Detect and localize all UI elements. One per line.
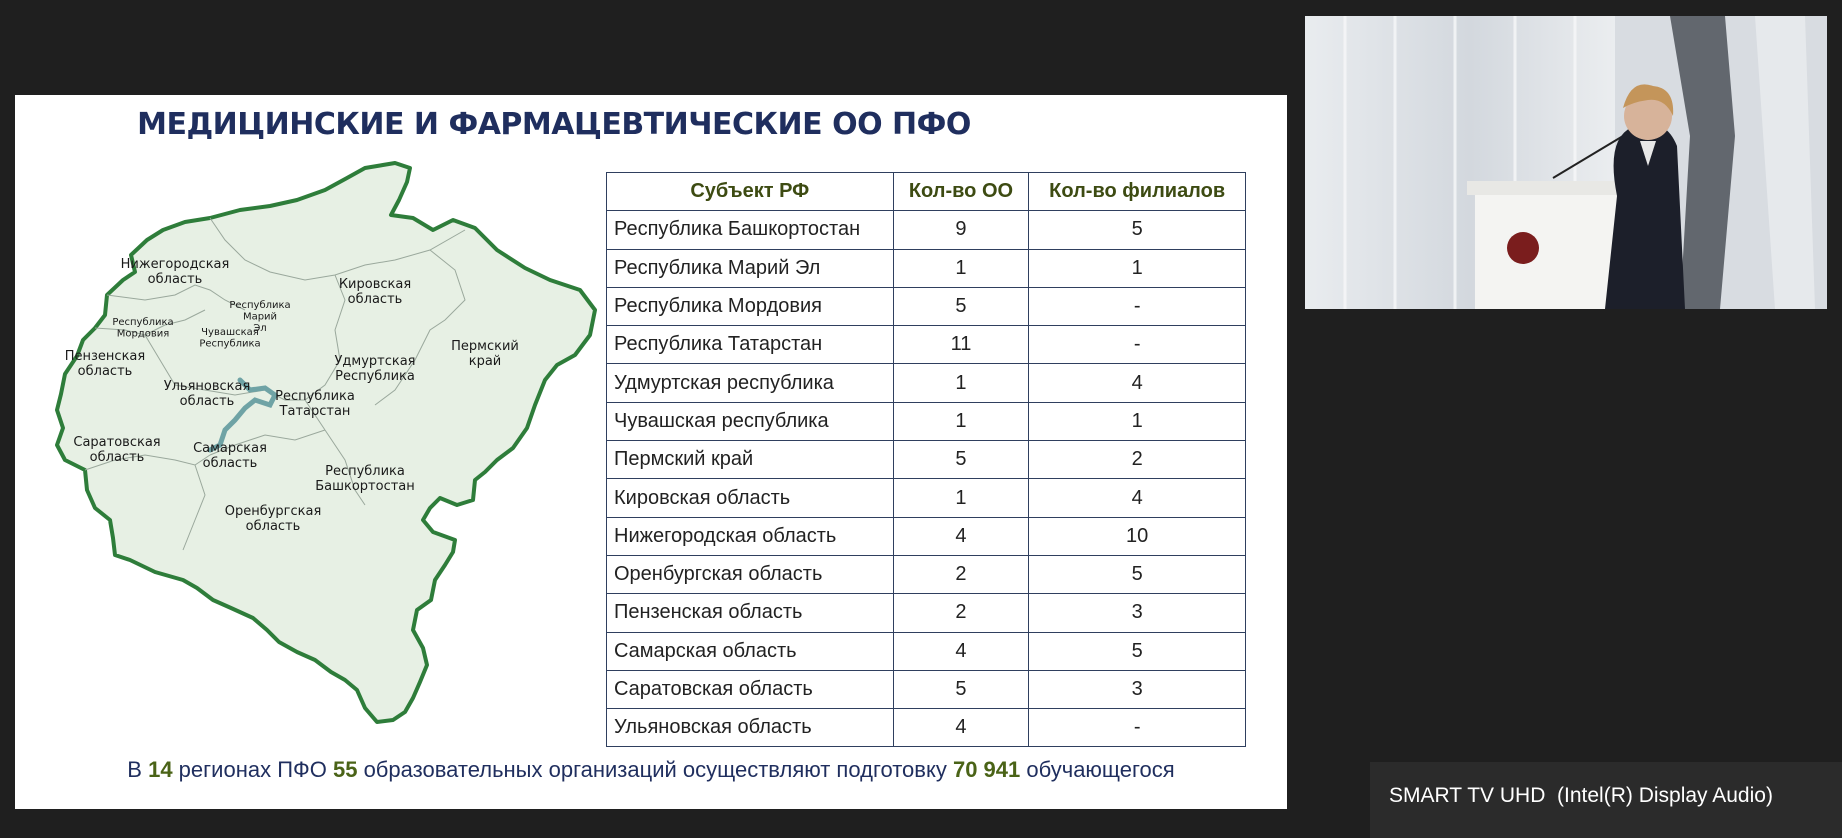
speaker-video-tile[interactable] <box>1305 16 1827 309</box>
region-name: Республика Мордовия <box>607 287 894 325</box>
oo-count: 5 <box>893 670 1029 708</box>
label-saratovskaya: Саратовская область <box>73 435 161 465</box>
table-row <box>607 364 1246 402</box>
regions-table <box>606 172 1246 747</box>
label-ulyanovskaya: Ульяновская область <box>163 379 251 409</box>
region-name: Нижегородская область <box>607 517 894 555</box>
branches-count: - <box>1029 709 1246 747</box>
table-row <box>607 517 1246 555</box>
table-header-row <box>607 173 1246 211</box>
header-subject: Субъект РФ <box>607 173 894 211</box>
branches-count: 4 <box>1029 479 1246 517</box>
header-branches-count: Кол-во филиалов <box>1029 173 1246 211</box>
oo-count: 1 <box>893 364 1029 402</box>
organizations-count: 55 <box>332 757 358 782</box>
audio-device-panel[interactable] <box>1370 762 1842 838</box>
table-row <box>607 441 1246 479</box>
region-name: Пензенская область <box>607 594 894 632</box>
oo-count: 5 <box>893 441 1029 479</box>
label-permskiy: Пермский край <box>451 339 519 369</box>
table-row <box>607 594 1246 632</box>
branches-count: 3 <box>1029 594 1246 632</box>
table-row <box>607 632 1246 670</box>
table-row <box>607 479 1246 517</box>
header-oo-count: Кол-во ОО <box>893 173 1029 211</box>
students-count: 70 941 <box>952 757 1021 782</box>
oo-count: 4 <box>893 709 1029 747</box>
label-kirovskaya: Кировская область <box>338 277 412 307</box>
table-row <box>607 287 1246 325</box>
label-bashkortostan: Республика Башкортостан <box>315 464 415 494</box>
label-mordoviya: Республика Мордовия <box>112 317 174 340</box>
summary-part: образовательных организаций осуществляют подготовку <box>357 757 953 782</box>
label-penzenskaya: Пензенская область <box>64 349 146 379</box>
oo-count: 2 <box>893 594 1029 632</box>
label-nizhegorodskaya: Нижегородская область <box>120 257 230 287</box>
audio-device-label: SMART TV UHD (Intel(R) Display Audio) <box>1389 784 1773 807</box>
branches-count: 2 <box>1029 441 1246 479</box>
branches-count: 4 <box>1029 364 1246 402</box>
oo-count: 1 <box>893 249 1029 287</box>
table-row <box>607 555 1246 593</box>
branches-count: 10 <box>1029 517 1246 555</box>
region-name: Саратовская область <box>607 670 894 708</box>
speaker-video-frame <box>1305 16 1827 309</box>
label-udmurtskaya: Удмуртская Республика <box>334 354 416 384</box>
region-name: Оренбургская область <box>607 555 894 593</box>
regions-count: 14 <box>148 757 173 782</box>
label-mariy-el: Республика Марий Эл <box>229 300 291 334</box>
table-row <box>607 402 1246 440</box>
slide-title: МЕДИЦИНСКИЕ И ФАРМАЦЕВТИЧЕСКИЕ ОО ПФО <box>137 107 971 142</box>
region-name: Пермский край <box>607 441 894 479</box>
region-name: Республика Башкортостан <box>607 211 894 249</box>
label-tatarstan: Республика Татарстан <box>275 389 355 419</box>
branches-count: 5 <box>1029 211 1246 249</box>
oo-count: 1 <box>893 402 1029 440</box>
oo-count: 11 <box>893 326 1029 364</box>
branches-count: 3 <box>1029 670 1246 708</box>
branches-count: - <box>1029 287 1246 325</box>
label-chuvashskaya: Чувашская Республика <box>199 327 261 350</box>
oo-count: 1 <box>893 479 1029 517</box>
table-row <box>607 326 1246 364</box>
branches-count: 1 <box>1029 249 1246 287</box>
region-name: Кировская область <box>607 479 894 517</box>
summary-part: В <box>127 757 149 782</box>
summary-part: регионах ПФО <box>172 757 333 782</box>
label-samarskaya: Самарская область <box>193 441 267 471</box>
oo-count: 4 <box>893 517 1029 555</box>
presentation-slide <box>15 95 1287 809</box>
branches-count: 5 <box>1029 555 1246 593</box>
oo-count: 9 <box>893 211 1029 249</box>
table-row <box>607 249 1246 287</box>
region-name: Республика Марий Эл <box>607 249 894 287</box>
region-name: Самарская область <box>607 632 894 670</box>
volga-district-map <box>35 160 611 730</box>
region-name: Республика Татарстан <box>607 326 894 364</box>
label-orenburgskaya: Оренбургская область <box>224 504 322 534</box>
oo-count: 2 <box>893 555 1029 593</box>
region-name: Ульяновская область <box>607 709 894 747</box>
emblem-icon <box>1507 232 1539 264</box>
region-name: Удмуртская республика <box>607 364 894 402</box>
region-name: Чувашская республика <box>607 402 894 440</box>
summary-part: обучающегося <box>1020 757 1175 782</box>
branches-count: - <box>1029 326 1246 364</box>
branches-count: 5 <box>1029 632 1246 670</box>
table-row <box>607 670 1246 708</box>
summary-text <box>15 757 1287 783</box>
oo-count: 4 <box>893 632 1029 670</box>
oo-count: 5 <box>893 287 1029 325</box>
table-row <box>607 211 1246 249</box>
table-row <box>607 709 1246 747</box>
branches-count: 1 <box>1029 402 1246 440</box>
